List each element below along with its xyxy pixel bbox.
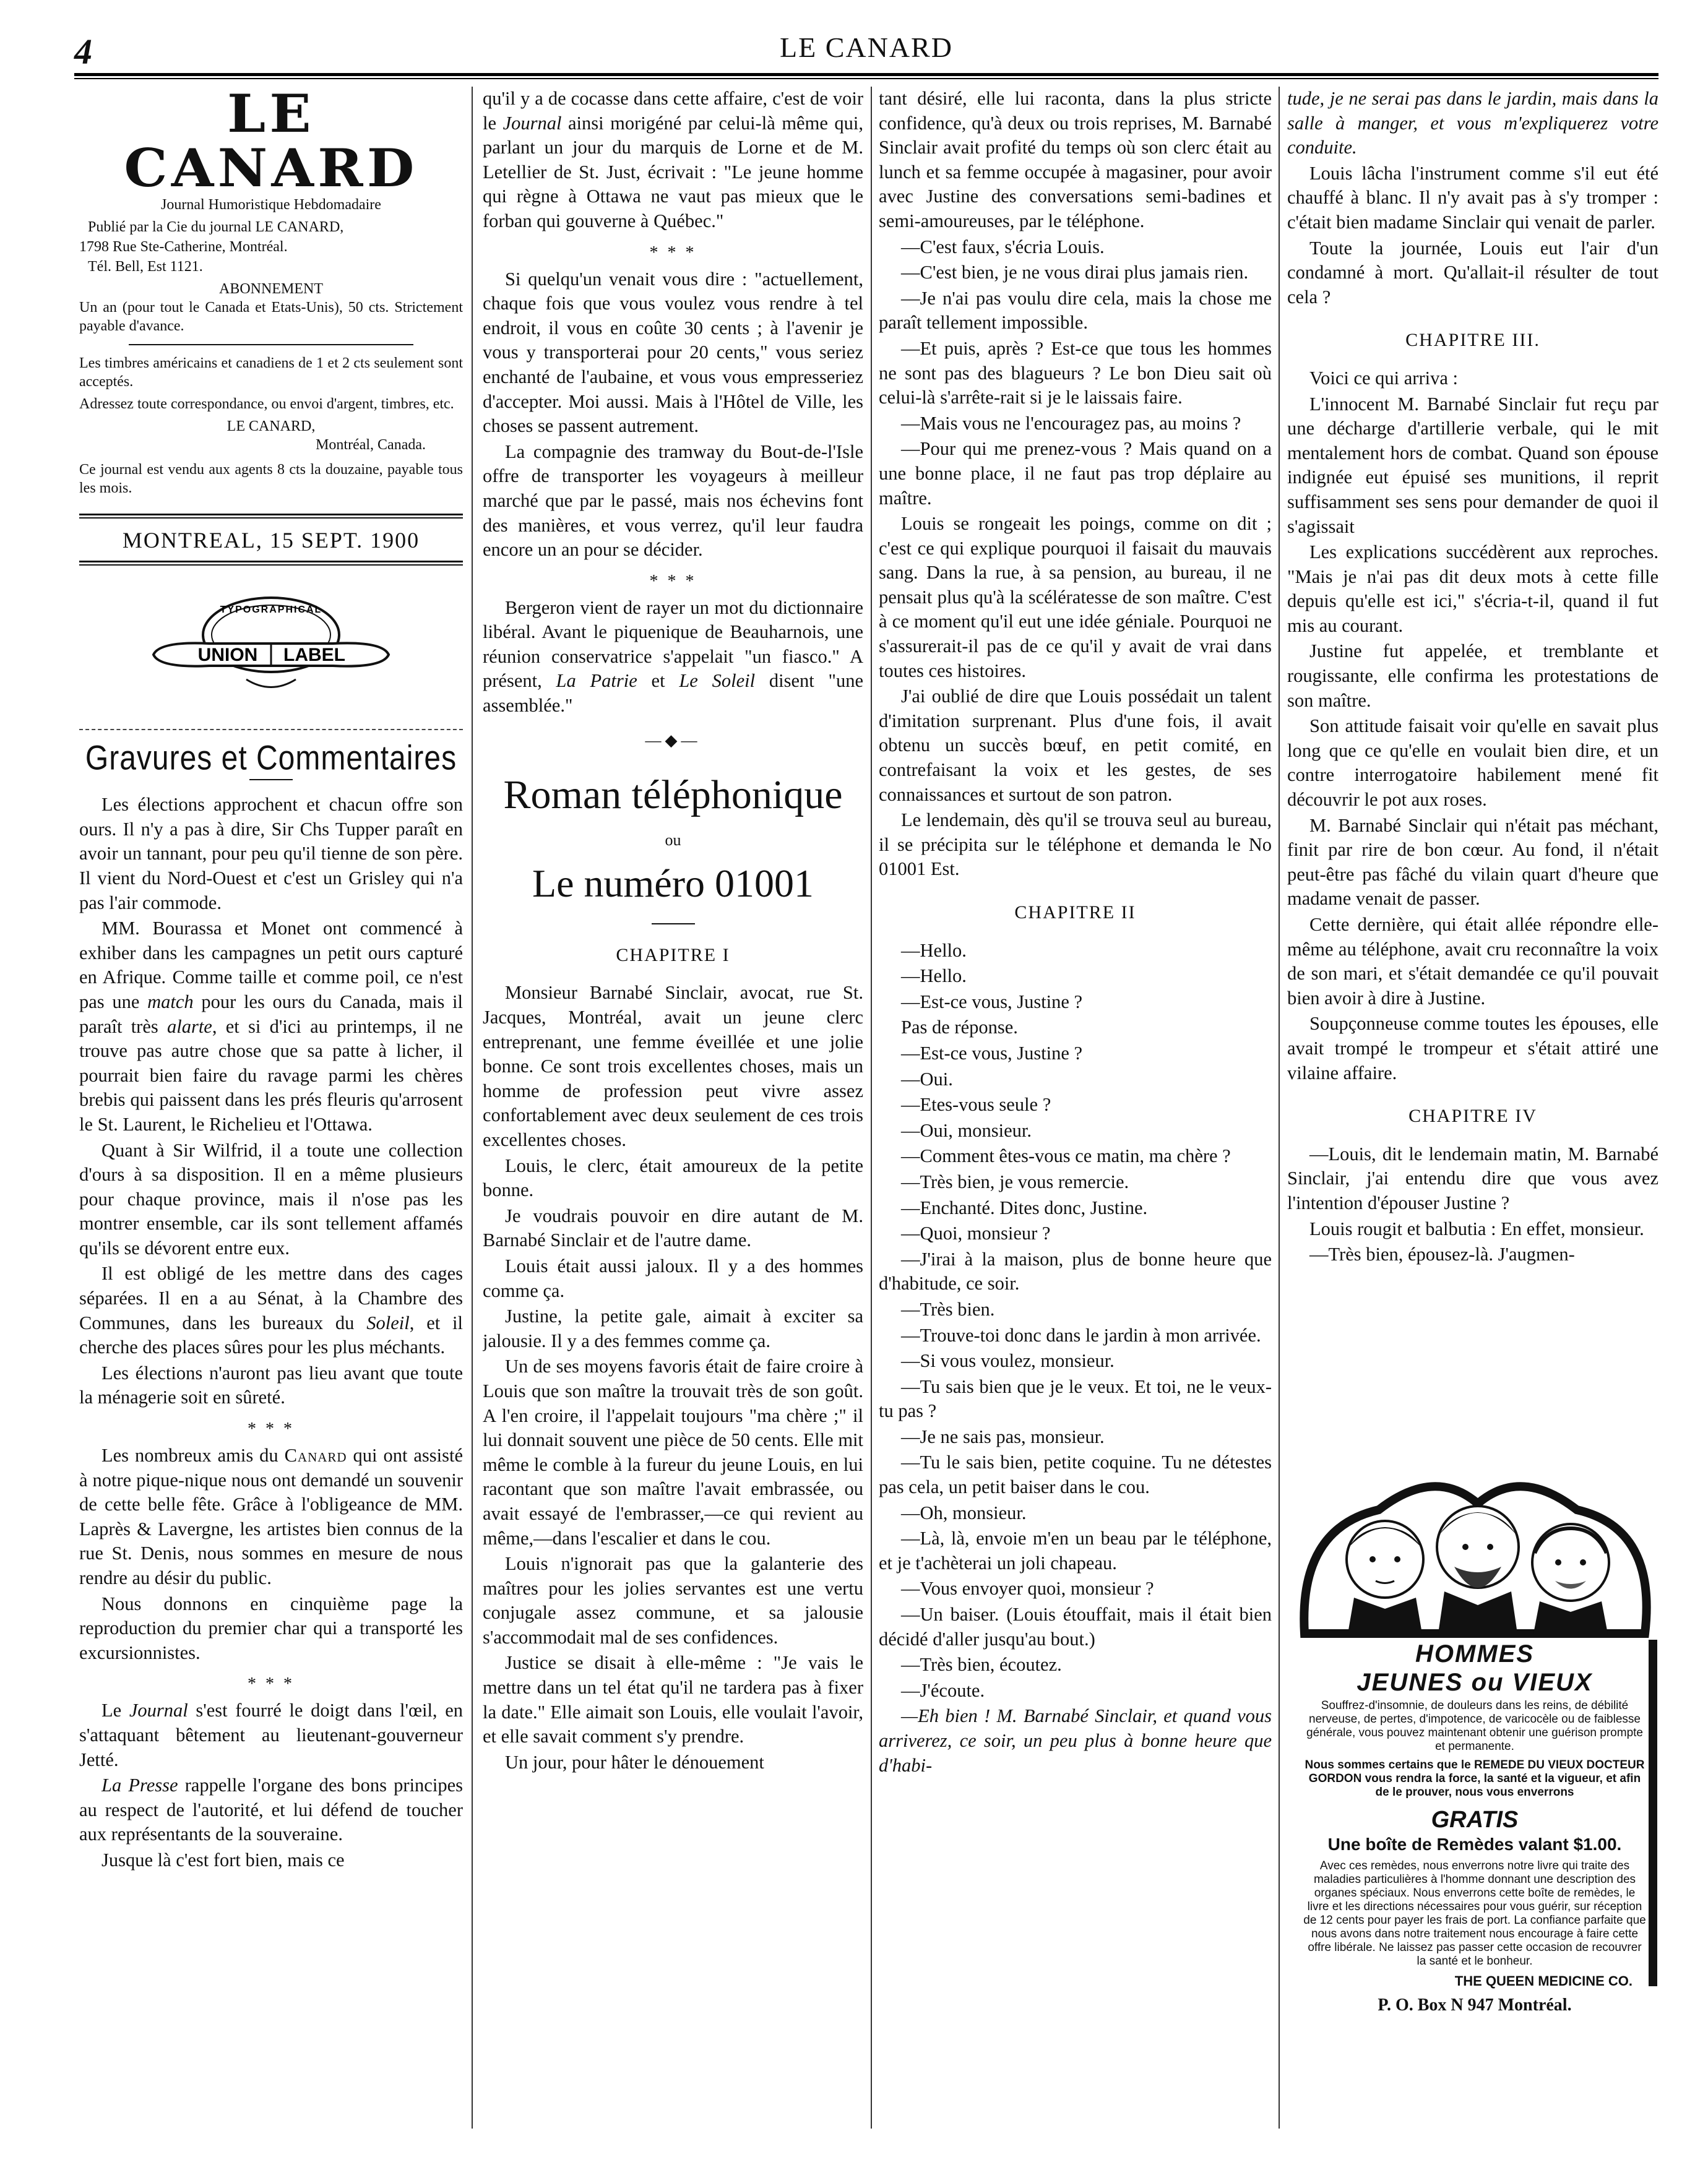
advertisement [1292,1454,1657,2147]
paragraph: Je voudrais pouvoir en dire autant de M. Barnabé Sinclair et de l'autre dame. [483,1205,863,1251]
paragraph: qu'il y a de cocasse dans cette affaire, c'est de voir le Journal ainsi morigéné par celui-là même qui, parlant un jour du marquis de Lorne et de M. Letellier de St. Just, écrivait : "Le jeune homme qui règne à Ottawa ne vaut pas mieux que le forban qui gouverne à Québec." [483,88,863,231]
dialogue-line: —Si vous voulez, monsieur. [901,1350,1115,1372]
dialogue-line: —Tu sais bien que je le veux. Et toi, ne le veux-tu pas ? [879,1376,1272,1422]
paragraph: Louis se rongeait les poings, comme on dit ; c'est ce qui explique pourquoi il faisait du mauvais sang. Dans la rue, à sa pension, au bureau, il ne pensait plus qu'à la scélératesse de son maître. C'est à ce moment qu'il eut une idée géniale. Pourquoi ne s'assurerait-il pas de ce qu'il y avait de vrai dans toutes ces histoires. [879,513,1272,681]
paragraph: Les élections approchent et chacun offre son ours. Il n'y a pas à dire, Sir Chs Tupper paraît en avoir un tannant, pour peu qu'il tienne de son père. Il vient du Nord-Ouest et c'est un Grisley qui n'a pas l'air commode. [79,794,463,913]
paragraph: Le lendemain, dès qu'il se trouva seul au bureau, il se précipita sur le téléphone et demanda le No 01001 Est. [879,809,1272,880]
dialogue-line: —Enchanté. Dites donc, Justine. [901,1197,1148,1218]
ad-body-text: Nous sommes certains que le REMEDE DU VIEUX DOCTEUR GORDON vous rendra la force, la santé et la vigueur, et afin de le prouver, nous vous enverrons [1305,1759,1645,1799]
paragraph: Toute la journée, Louis eut l'air d'un condamné à mort. Qu'allait-il résulter de tout cela ? [1287,237,1658,308]
dialogue-line: —C'est bien, je ne vous dirai plus jamais rien. [901,262,1249,283]
dialogue-line: —C'est faux, s'écria Louis. [901,236,1105,257]
paragraph: Le Journal s'est fourré le doigt dans l'œil, en s'attaquant bêtement au lieutenant-gouverneur Jetté. [79,1700,463,1770]
dialogue-line: —Pour qui me prenez-vous ? Mais quand on a une bonne place, il ne faut pas trop déplaire au maître. [879,438,1272,509]
label-top-text: TYPOGRAPHICAL [220,604,322,615]
dialogue-line: —Trouve-toi donc dans le jardin à mon arrivée. [901,1324,1261,1346]
dialogue-line: —Etes-vous seule ? [901,1094,1051,1116]
paragraph: —Louis, dit le lendemain matin, M. Barnabé Sinclair, j'ai entendu dire que vous avez l'intention d'épouser Justine ? [1287,1143,1658,1213]
paragraph: Jusque là c'est fort bien, mais ce [101,1849,345,1871]
paragraph: Son attitude faisait voir qu'elle en savait plus long que ce qu'elle en voulait bien dire, et un contre interrogatoire habilement mené fit découvrir le pot aux roses. [1287,715,1658,811]
running-title: LE CANARD [780,32,953,63]
ad-company: THE QUEEN MEDICINE CO. [1454,1973,1633,1989]
dateline: MONTREAL, 15 SEPT. 1900 [122,528,420,553]
paragraph: Nous donnons en cinquième page la reproduction du premier char qui a transporté les excursionnistes. [79,1593,463,1663]
dialogue-line: —Hello. [901,965,967,987]
three-men-portrait-icon [1292,1454,1657,1640]
dialogue-line: —Et puis, après ? Est-ce que tous les hommes ne sont pas des blagueurs ? Le bon Dieu sait où celui-là s'arrête-rait si je le laissais faire. [879,337,1272,408]
dialogue-line: —J'irai à la maison, plus de bonne heure que d'habitude, ce soir. [879,1248,1272,1294]
dialogue-line: —Comment êtes-vous ce matin, ma chère ? [901,1145,1231,1167]
column-divider [472,87,473,2129]
paragraph: Justine, la petite gale, aimait à exciter sa jalousie. Il y a des femmes comme ça. [483,1306,863,1351]
chapter-heading: CHAPITRE II [1014,902,1136,923]
divider [249,779,293,780]
paragraph: Monsieur Barnabé Sinclair, avocat, rue St. Jacques, Montréal, avait un jeune clerc entreprenant, une femme éveillée et une jolie bonne. Ce sont trois excellentes choses, mais un homme de profession peut vivre assez confortablement avec deux seulement de ces trois excellentes choses. [483,982,863,1150]
chapter-heading: CHAPITRE IV [1408,1106,1537,1127]
paragraph: Les nombreux amis du Canard qui ont assisté à notre pique-nique nous ont demandé un souvenir de cette belle fête. Grâce à l'obligeance de MM. Laprès & Lavergne, les artistes bien connus de la rue St. Denis, nous sommes en mesure de nous rendre au désir du public. [79,1445,463,1588]
paragraph: Justice se disait à elle-même : "Je vais le mettre dans un tel état qu'il ne tardera pas à fixer la date." Elle aimait son Louis, elle voulait l'avoir, et elle savait comment s'y prendre. [483,1652,863,1747]
dialogue-line: —Oh, monsieur. [901,1502,1027,1523]
dialogue-line: —Oui. [901,1068,953,1090]
correspondence-notice: Adressez toute correspondance, ou envoi d'argent, timbres, etc. [79,396,454,412]
dialogue-line: —Un baiser. (Louis étouffait, mais il était bien décidé d'aller jusqu'au bout.) [879,1604,1272,1650]
paragraph: Un jour, pour hâter le dénouement [505,1751,764,1773]
dialogue-line: —Je ne sais pas, monsieur. [901,1426,1105,1447]
dialogue-line: Pas de réponse. [901,1017,1018,1038]
story-title-ou: ou [665,831,681,850]
tagline: Journal Humoristique Hebdomadaire [161,197,381,213]
page-number: 4 [74,32,92,72]
ad-title: HOMMES [1415,1640,1534,1668]
paragraph: La Presse rappelle l'organe des bons principes au respect de l'autorité, et lui défend de toucher aux représentants de la souveraine. [79,1775,463,1845]
publisher-line: Publié par la Cie du journal LE CANARD, [88,219,344,235]
abonnement-title: ABONNEMENT [219,281,323,297]
paragraph: L'innocent M. Barnabé Sinclair fut reçu par une décharge d'artillerie verbale, qui le mit mentalement hors de combat. Quand son épouse indignée eut épuisé ses munitions, il reprit suffisamment ses sens pour demander de quoi il s'agissait [1287,393,1658,537]
chapter-heading: CHAPITRE III. [1405,330,1540,351]
paragraph: Louis n'ignorait pas que la galanterie des maîtres pour les jolies servantes est une vertu conjugale assez commune, et sa jalousie s'accommodait mal de ses confidences. [483,1553,863,1648]
dialogue-line: —Là, là, envoie m'en un beau par le téléphone, et je t'achèterai un joli chapeau. [879,1528,1272,1574]
stamps-notice: Les timbres américains et canadiens de 1 et 2 cts seulement sont acceptés. [79,355,463,390]
union-label-icon [141,587,401,704]
divider [79,514,463,519]
dialogue-line: —Quoi, monsieur ? [901,1223,1051,1244]
paragraph: tant désiré, elle lui raconta, dans la plus stricte confidence, qu'à deux ou trois reprises, M. Barnabé Sinclair avait profité du temps où son clerc était au lunch et sa femme occupée à magasiner, pour avoir avec Justine des conversations semi-badines et semi-amoureuses, par le téléphone. [879,88,1272,231]
column-1 [79,87,463,2178]
masthead-logo: LE CANARD [124,87,418,199]
section-title: Gravures et Commentaires [85,739,457,777]
paragraph: Cette dernière, qui était allée répondre elle-même au téléphone, avait cru reconnaître la voix de son mari, et s'était demandée ce qu'il pouvait bien avoir à dire à Justine. [1287,914,1658,1009]
ad-side-bar [1649,1640,1657,1986]
dialogue-line: —Très bien, écoutez. [901,1654,1062,1676]
dialogue-line: —Je n'ai pas voulu dire cela, mais la chose me paraît tellement impossible. [879,287,1272,334]
sales-notice: Ce journal est vendu aux agents 8 cts la douzaine, payable tous les mois. [79,462,463,496]
label-left-text: UNION [197,644,258,665]
union-label-logo [141,587,401,704]
paragraph: Louis était aussi jaloux. Il y a des hommes comme ça. [483,1255,863,1301]
dialogue-line: —Est-ce vous, Justine ? [901,991,1083,1012]
dialogue-line: —Eh bien ! M. Barnabé Sinclair, et quand vous arriverez, ce soir, un peu plus à bonne heure que d'habi- [879,1705,1272,1776]
paragraph: J'ai oublié de dire que Louis possédait un talent d'imitation surprenant. Plus d'une fois, il avait obtenu un succès bœuf, en petit comité, en contrefaisant la voix et les gestes, de ses connaissances et surtout de son patron. [879,686,1272,805]
label-right-text: LABEL [283,644,345,665]
header-rule [74,73,1658,79]
asterism: * * * [248,1674,295,1694]
dialogue-line: —Est-ce vous, Justine ? [901,1042,1083,1064]
column-divider [871,87,872,2129]
paragraph: Il est obligé de les mettre dans des cages séparées. Il en a au Sénat, à la Chambre des Communes, dans les bureaux du Soleil, et il cherche des places sûres pour les plus méchants. [79,1263,463,1358]
story-title: Roman téléphonique [503,772,843,818]
divider [129,344,413,345]
publisher-line: Tél. Bell, Est 1121. [88,259,203,275]
paragraph: Les explications succédèrent aux reproches. "Mais je n'ai pas dit deux mots à cette fille depuis qu'elle est ici," s'écria-t-il, quand il fut mis au courant. [1287,541,1658,636]
column-3 [879,87,1272,2178]
dialogue-line: —Tu le sais bien, petite coquine. Tu ne détestes pas cela, un petit baiser dans le cou. [879,1452,1272,1498]
paragraph: La compagnie des tramway du Bout-de-l'Isle offre de transporter les voyageurs à meilleur marché que par le passé, mais nos échevins font des manières, et vous verrez, qu'il leur faudra encore un an pour se décider. [483,441,863,561]
asterism: * * * [649,243,697,262]
paragraph: Quant à Sir Wilfrid, il a toute une collection d'ours à sa disposition. Il en a même plusieurs pour chaque province, mais il n'ose pas les montrer ensemble, car ils sont tellement affamés qu'ils se dévorent entre eux. [79,1139,463,1259]
paragraph: Louis rougit et balbutia : En effet, monsieur. [1309,1218,1644,1239]
paragraph: MM. Bourassa et Monet ont commencé à exhiber dans les campagnes un petit ours capturé en Afrique. Comme taille et comme poil, ce n'est pas une match pour les ours du Canada, mais il paraît très alarte, et si d'ici au printemps, il ne trouve pas autre chose que sa patte à licher, il pourrait bien faire du ravage parmi les chères brebis qui paissent dans les prés fleuris qu'arrosent le St. Laurent, le Richelieu et l'Ottawa. [79,918,463,1135]
paragraph: Soupçonneuse comme toutes les épouses, elle avait trompé le trompeur et s'était attiré une vilaine affaire. [1287,1013,1658,1083]
paragraph: Justine fut appelée, et tremblante et rougissante, elle confirma les protestations de son maître. [1287,640,1658,711]
dialogue-line: —Oui, monsieur. [901,1119,1032,1141]
abonnement-text: Un an (pour tout le Canada et Etats-Unis), 50 cts. Strictement payable d'avance. [79,299,463,334]
dialogue-line: —J'écoute. [901,1679,985,1701]
asterism: * * * [649,571,697,591]
dialogue-line: —Très bien. [901,1298,995,1320]
address-name: LE CANARD, [226,418,316,434]
story-subtitle: Le numéro 01001 [532,861,814,905]
paragraph: Voici ce qui arriva : [1309,367,1458,389]
paragraph: Louis lâcha l'instrument comme s'il eut été chauffé à blanc. Il n'y avait pas à s'y tromper : c'était bien madame Sinclair qui venait de parler. [1287,162,1658,233]
paragraph: M. Barnabé Sinclair qui n'était pas méchant, finit par rire de bon cœur. Au fond, il n'était peut-être pas fâché du vilain quart d'heure que madame venait de passer. [1287,814,1658,910]
dialogue-line: —Très bien, je vous remercie. [901,1171,1129,1192]
column-2 [483,87,863,2178]
paragraph: Bergeron vient de rayer un mot du dictionnaire libéral. Avant le piquenique de Beauharnois, une réunion conservatrice s'appelait "un fiasco." A présent, La Patrie et Le Soleil disent "une assemblée." [483,596,863,717]
page-header [74,25,1658,93]
column-divider [1279,87,1280,2129]
asterism: * * * [248,1419,295,1439]
paragraph: Si quelqu'un venait vous dire : "actuellement, chaque fois que vous voulez vous rendre à tel endroit, il vous en coûte 30 cents ; à l'avenir je vous y transporterai pour 20 cents," vous seriez enchanté de l'aubaine, et vous vous empresseriez d'accepter. Moi aussi. Mais à l'Hôtel de Ville, les choses se passent autrement. [483,268,863,437]
ad-illustration [1292,1454,1657,1640]
paragraph: Louis, le clerc, était amoureux de la petite bonne. [483,1155,863,1201]
paragraph: Un de ses moyens favoris était de faire croire à Louis que son maître la trouvait très de son goût. A l'en croire, il l'appelait toujours "ma chère ;" il lui donnait souvent une pièce de 50 cents. Elle mit même le comble à la fureur du jeune Louis, en lui racontant que son maître l'avait embrassée, ou avait essayé de l'embrasser,—ce qui revient au même,—dans l'escalier et dans le cou. [483,1356,863,1549]
ad-subtitle: JEUNES ou VIEUX [1356,1669,1593,1696]
address-city: Montréal, Canada. [316,437,426,453]
paragraph: tude, je ne serai pas dans le jardin, mais dans la salle à manger, et vous m'expliquerez votre conduite. [1287,88,1658,158]
divider [652,923,695,924]
dialogue-line: —Hello. [901,939,967,961]
ad-address: P. O. Box N 947 Montréal. [1378,1996,1572,2015]
ornament-divider: —◆— [645,731,701,749]
dialogue-line: —Vous envoyer quoi, monsieur ? [901,1578,1154,1600]
chapter-heading: CHAPITRE I [616,944,730,965]
divider [79,561,463,566]
paragraph: Les élections n'auront pas lieu avant que toute la ménagerie soit en sûreté. [79,1362,463,1408]
dialogue-line: —Mais vous ne l'encouragez pas, au moins ? [901,412,1241,434]
publisher-line: 1798 Rue Ste-Catherine, Montréal. [79,239,288,255]
ad-gratis: GRATIS [1431,1807,1519,1833]
ad-body-text: Souffrez-d'insomnie, de douleurs dans les reins, de débilité nerveuse, de pertes, d'impotence, de varicocèle ou de faiblesse générale, vous pouvez maintenant obtenir une guérison prompte et permanente. [1306,1699,1643,1753]
divider [79,729,463,730]
ad-body-text: Avec ces remèdes, nous enverrons notre livre qui traite des maladies particulières à l'homme donnant une description des organes spéciaux. Nous enverrons cette boîte de remèdes, le livre et les directions nécessaires pour vous guérir, sur réception de 12 cents pour payer les frais de port. La confiance parfaite que nous avons dans notre traitement nous encourage à faire cette offre libérale. Ne laissez pas passer cette occasion de recouvrer la santé et le bonheur. [1303,1859,1646,1968]
paragraph: —Très bien, épousez-là. J'augmen- [1309,1244,1575,1265]
ad-offer: Une boîte de Remèdes valant $1.00. [1327,1835,1622,1854]
column-4 [1287,87,1658,1442]
publisher-info [79,218,463,276]
